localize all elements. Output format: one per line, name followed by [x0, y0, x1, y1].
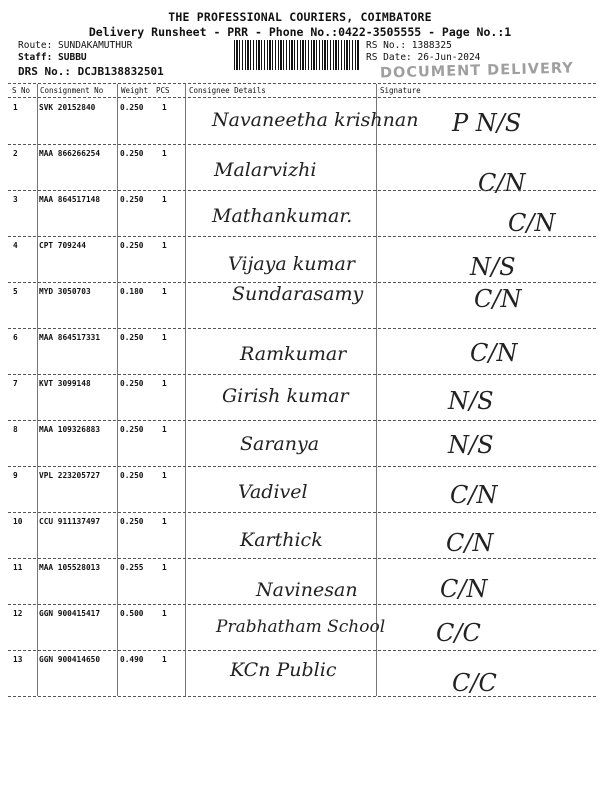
row-sno: 2 — [13, 149, 18, 158]
table-top-rule — [8, 83, 596, 84]
rs-date: RS Date: 26-Jun-2024 — [366, 52, 481, 63]
row-weight: 0.490 — [120, 655, 144, 664]
col-header-details: Consignee Details — [189, 86, 266, 95]
row-pcs: 1 — [162, 425, 167, 434]
row-weight: 0.250 — [120, 241, 144, 250]
row-consignee-name: Saranya — [240, 433, 320, 455]
barcode — [234, 40, 360, 70]
col-header-consignment: Consignment No — [40, 86, 104, 95]
runsheet-subtitle: Delivery Runsheet - PRR - Phone No.:0422-3505555 - Page No.:1 — [88, 25, 512, 39]
row-consignment-no: VPL 223205727 — [39, 471, 101, 480]
company-title: THE PROFESSIONAL COURIERS, COIMBATORE — [168, 10, 432, 24]
row-sno: 6 — [13, 333, 18, 342]
row-consignee-name: Sundarasamy — [232, 283, 364, 305]
row-pcs: 1 — [162, 379, 167, 388]
row-signature: C/C — [436, 619, 481, 647]
row-pcs: 1 — [162, 333, 167, 342]
row-divider — [8, 696, 596, 697]
row-divider — [8, 650, 596, 651]
row-consignment-no: CPT 709244 — [39, 241, 86, 250]
row-sno: 3 — [13, 195, 18, 204]
row-consignee-name: Malarvizhi — [214, 159, 317, 181]
row-divider — [8, 374, 596, 375]
route-label: Route: SUNDAKAMUTHUR — [18, 40, 133, 51]
row-sno: 8 — [13, 425, 18, 434]
row-consignee-name: Navinesan — [256, 579, 358, 601]
row-consignment-no: MAA 864517148 — [39, 195, 101, 204]
row-signature: C/C — [452, 669, 497, 697]
row-divider — [8, 144, 596, 145]
row-weight: 0.250 — [120, 333, 144, 342]
row-consignee-name: Karthick — [240, 529, 323, 551]
row-consignment-no: CCU 911137497 — [39, 517, 101, 526]
row-consignment-no: KVT 3099148 — [39, 379, 91, 388]
row-consignment-no: MYD 3050703 — [39, 287, 91, 296]
row-signature: C/N — [450, 481, 498, 509]
row-signature: C/N — [478, 169, 526, 197]
row-sno: 10 — [13, 517, 23, 526]
row-divider — [8, 604, 596, 605]
document-delivery-stamp: DOCUMENT DELIVERY — [379, 60, 574, 82]
row-sno: 5 — [13, 287, 18, 296]
row-divider — [8, 512, 596, 513]
col-header-signature: Signature — [380, 86, 421, 95]
row-sno: 13 — [13, 655, 23, 664]
row-signature: C/N — [470, 339, 518, 367]
col-header-pcs: PCS — [156, 86, 170, 95]
staff-label: Staff: SUBBU — [18, 52, 87, 63]
row-pcs: 1 — [162, 517, 167, 526]
row-signature: C/N — [508, 209, 556, 237]
row-pcs: 1 — [162, 655, 167, 664]
row-sno: 7 — [13, 379, 18, 388]
row-sno: 9 — [13, 471, 18, 480]
row-pcs: 1 — [162, 103, 167, 112]
row-weight: 0.250 — [120, 471, 144, 480]
row-pcs: 1 — [162, 471, 167, 480]
row-pcs: 1 — [162, 563, 167, 572]
row-sno: 12 — [13, 609, 23, 618]
row-consignee-name: Navaneetha krishnan — [212, 109, 419, 131]
row-consignee-name: Vadivel — [238, 481, 308, 503]
row-consignment-no: GGN 900414650 — [39, 655, 101, 664]
col-header-weight: Weight — [121, 86, 149, 95]
row-consignee-name: Ramkumar — [240, 343, 347, 365]
row-signature: N/S — [448, 431, 494, 459]
row-sno: 4 — [13, 241, 18, 250]
drs-number: DRS No.: DCJB138832501 — [18, 65, 164, 78]
row-weight: 0.500 — [120, 609, 144, 618]
row-consignee-name: Mathankumar. — [212, 205, 353, 227]
row-weight: 0.250 — [120, 379, 144, 388]
row-signature: N/S — [448, 387, 494, 415]
row-signature: C/N — [446, 529, 494, 557]
row-weight: 0.255 — [120, 563, 144, 572]
row-consignment-no: MAA 866266254 — [39, 149, 101, 158]
row-pcs: 1 — [162, 149, 167, 158]
row-signature: C/N — [474, 285, 522, 313]
row-consignment-no: MAA 109326883 — [39, 425, 101, 434]
row-divider — [8, 466, 596, 467]
row-pcs: 1 — [162, 241, 167, 250]
row-consignment-no: SVK 20152840 — [39, 103, 96, 112]
row-weight: 0.250 — [120, 425, 144, 434]
header-rule — [8, 97, 596, 98]
row-consignment-no: MAA 105528013 — [39, 563, 101, 572]
row-divider — [8, 558, 596, 559]
row-consignment-no: MAA 864517331 — [39, 333, 101, 342]
row-sno: 1 — [13, 103, 18, 112]
row-weight: 0.250 — [120, 195, 144, 204]
row-consignment-no: GGN 900415417 — [39, 609, 101, 618]
row-weight: 0.250 — [120, 149, 144, 158]
row-signature: C/N — [440, 575, 488, 603]
row-divider — [8, 236, 596, 237]
row-divider — [8, 190, 596, 191]
row-sno: 11 — [13, 563, 23, 572]
row-pcs: 1 — [162, 287, 167, 296]
row-pcs: 1 — [162, 609, 167, 618]
row-consignee-name: KCn Public — [230, 659, 337, 681]
row-weight: 0.250 — [120, 103, 144, 112]
row-pcs: 1 — [162, 195, 167, 204]
col-header-sno: S No — [12, 86, 31, 95]
row-signature: P N/S — [452, 109, 522, 137]
row-weight: 0.180 — [120, 287, 144, 296]
row-divider — [8, 420, 596, 421]
rs-number: RS No.: 1388325 — [366, 40, 452, 51]
row-consignee-name: Girish kumar — [222, 385, 349, 407]
row-weight: 0.250 — [120, 517, 144, 526]
row-consignee-name: Vijaya kumar — [228, 253, 355, 275]
row-divider — [8, 328, 596, 329]
row-consignee-name: Prabhatham School — [216, 617, 386, 637]
row-signature: N/S — [470, 253, 516, 281]
